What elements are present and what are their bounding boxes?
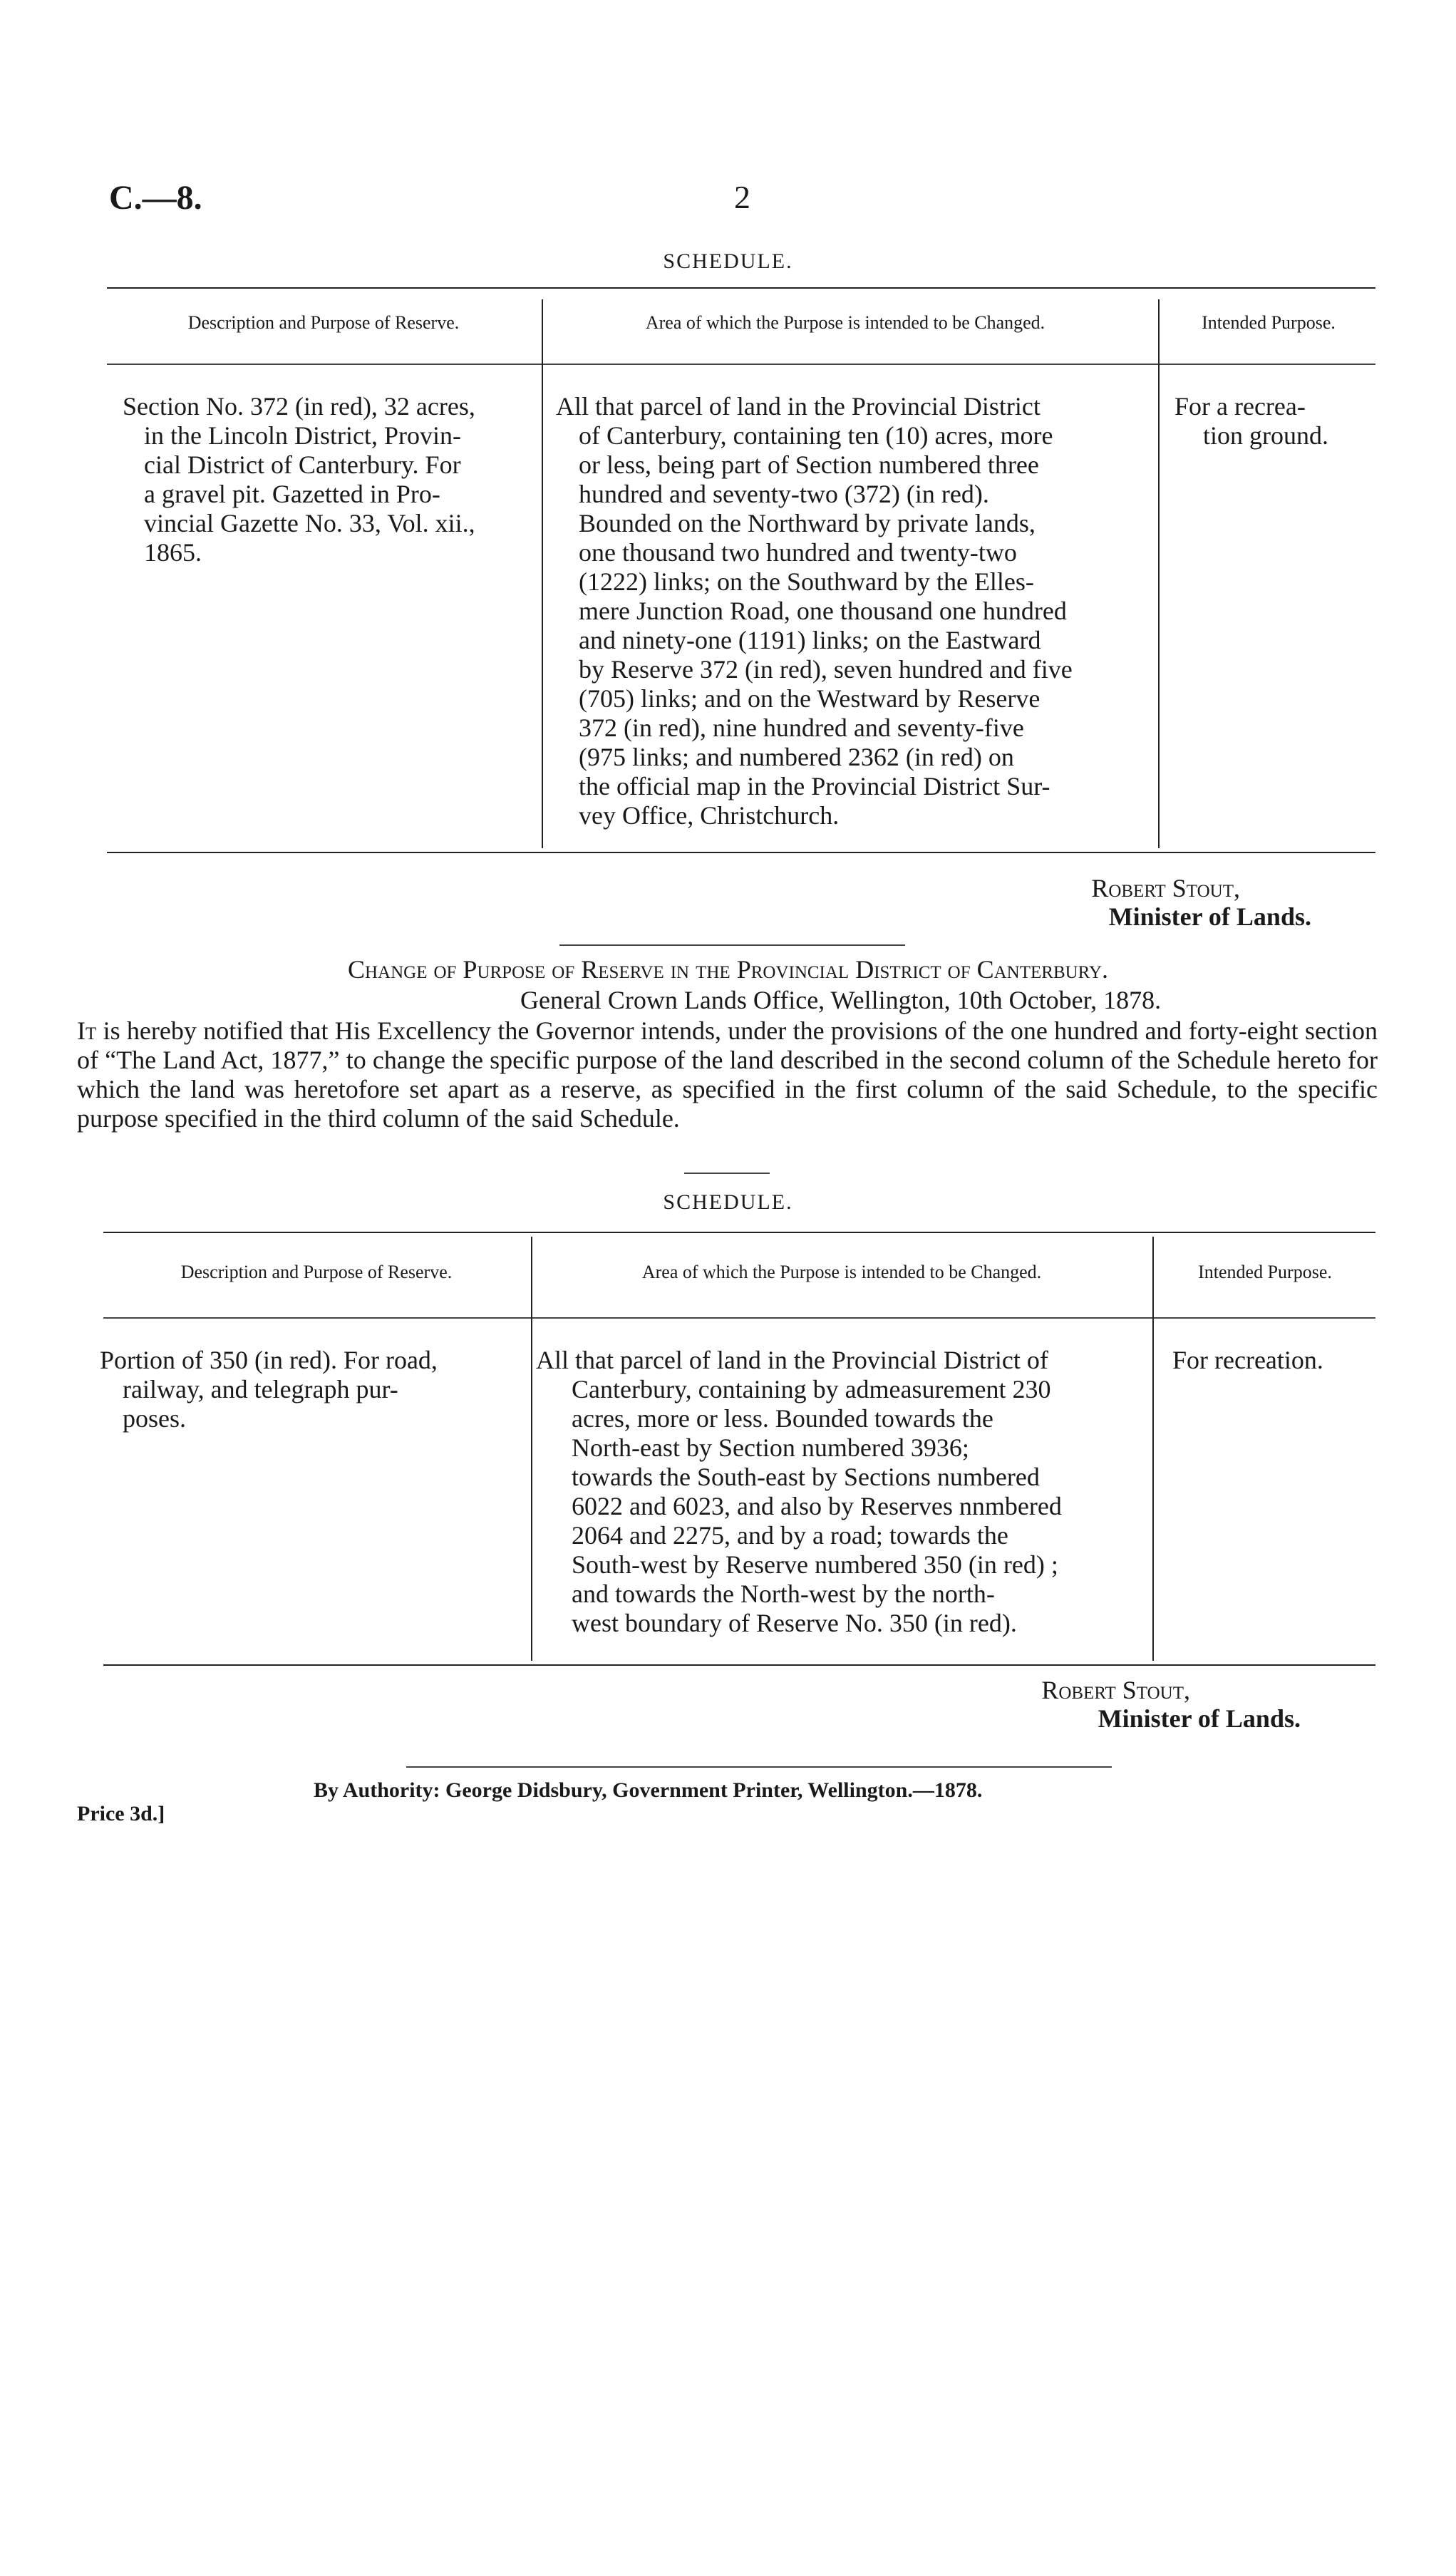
schedule-1-purpose-line: tion ground.: [1203, 421, 1328, 450]
schedule-2-header-description: Description and Purpose of Reserve.: [180, 1262, 453, 1282]
schedule-1-area-line: by Reserve 372 (in red), seven hundred and five: [579, 655, 1073, 684]
notice-body-line: described in the second column of the Schedule hereto for which the land was heretofore set apart as: [77, 1046, 1378, 1103]
schedule-2-area-line: towards the South-east by Sections numbered: [572, 1463, 1040, 1491]
notice-body-line: is hereby notified that His Excellency the Governor intends, under the provisions of the one: [103, 1016, 1048, 1045]
signature-1-name: Robert Stout,: [1091, 874, 1240, 902]
schedule-2-title: SCHEDULE.: [663, 1190, 793, 1214]
notice-body-line: third column of the said Schedule.: [327, 1104, 680, 1133]
schedule-2-divider-1: [531, 1237, 532, 1661]
schedule-1-area-line: one thousand two hundred and twenty-two: [579, 538, 1017, 567]
schedule-1-header-rule: [107, 364, 1375, 365]
schedule-1-area-line: (1222) links; on the Southward by the Elles-: [579, 567, 1034, 596]
schedule-1-divider-1: [542, 299, 543, 848]
schedule-2-area-line: All that parcel of land in the Provincial District of: [536, 1346, 1048, 1374]
schedule-2-description-line: Portion of 350 (in red). For road,: [100, 1346, 438, 1374]
schedule-1-area-line: All that parcel of land in the Provincial District: [556, 392, 1041, 421]
signature-1-title: Minister of Lands.: [1108, 902, 1311, 931]
schedule-1-description-line: 1865.: [144, 538, 202, 567]
schedule-1-area-line: the official map in the Provincial District Sur-: [579, 772, 1050, 800]
schedule-2-description-line: poses.: [123, 1404, 186, 1433]
printer-authority: By Authority: George Didsbury, Government Printer, Wellington.—1878.: [314, 1778, 983, 1802]
schedule-1-bottom-rule: [107, 852, 1375, 853]
notice-dateline: General Crown Lands Office, Wellington, 10th October, 1878.: [520, 986, 1162, 1014]
schedule-1-area-line: vey Office, Christchurch.: [579, 801, 840, 830]
schedule-2-area-line: South-west by Reserve numbered 350 (in red) ;: [572, 1550, 1058, 1579]
schedule-2-top-rule: [103, 1232, 1375, 1233]
schedule-1-description-line: in the Lincoln District, Provin-: [144, 421, 461, 450]
schedule-1-area-line: 372 (in red), nine hundred and seventy-five: [579, 713, 1024, 742]
schedule-1-title: SCHEDULE.: [663, 249, 793, 273]
schedule-2-header-area: Area of which the Purpose is intended to be Changed.: [641, 1262, 1042, 1282]
schedule-1-area-line: mere Junction Road, one thousand one hundred: [579, 597, 1067, 625]
notice-body: [77, 1016, 1378, 1133]
schedule-1-top-rule: [107, 287, 1375, 289]
schedule-1-intended-purpose: [1174, 392, 1375, 450]
notice-separator: [559, 944, 905, 946]
page-number: 2: [734, 179, 750, 215]
schedule-1-area-line: (705) links; and on the Westward by Reserve: [579, 684, 1041, 713]
schedule-1-description: [123, 392, 529, 567]
schedule-1-description-line: cial District of Canterbury. For: [144, 450, 461, 479]
schedule-2-description-line: railway, and telegraph pur-: [123, 1375, 398, 1403]
schedule-1-area: [556, 392, 1147, 830]
price: Price 3d.]: [77, 1802, 165, 1825]
schedule-1-divider-2: [1158, 299, 1160, 848]
schedule-2-separator: [684, 1173, 770, 1174]
schedule-2-area-line: 6022 and 6023, and also by Reserves nnmbered: [572, 1492, 1062, 1520]
schedule-1-purpose-line: For a recrea-: [1174, 392, 1306, 421]
schedule-1-description-line: vincial Gazette No. 33, Vol. xii.,: [144, 509, 475, 537]
schedule-2-area-line: acres, more or less. Bounded towards the: [572, 1404, 993, 1433]
schedule-2-bottom-rule: [103, 1664, 1375, 1666]
schedule-1-area-line: or less, being part of Section numbered three: [579, 450, 1039, 479]
schedule-1-area-line: (975 links; and numbered 2362 (in red) on: [579, 743, 1014, 771]
schedule-2-area-line: and towards the North-west by the north-: [572, 1580, 995, 1608]
schedule-1-area-line: and ninety-one (1191) links; on the Eastward: [579, 626, 1041, 654]
schedule-2-header-purpose: Intended Purpose.: [1198, 1262, 1332, 1282]
notice-heading: Change of Purpose of Reserve in the Provincial District of Canterbury.: [347, 955, 1109, 984]
schedule-2-area-line: 2064 and 2275, and by a road; towards the: [572, 1521, 1008, 1550]
schedule-1-area-line: Bounded on the Northward by private lands,: [579, 509, 1036, 537]
signature-2-name: Robert Stout,: [1041, 1676, 1190, 1704]
footer-rule: [406, 1766, 1112, 1768]
schedule-2-area-line: North-east by Section numbered 3936;: [572, 1433, 969, 1462]
schedule-2-divider-2: [1152, 1237, 1154, 1661]
schedule-1-area-line: hundred and seventy-two (372) (in red).: [579, 480, 989, 508]
schedule-1-header-area: Area of which the Purpose is intended to be Changed.: [645, 312, 1045, 333]
schedule-2-area: [536, 1346, 1142, 1638]
schedule-1-description-line: Section No. 372 (in red), 32 acres,: [123, 392, 475, 421]
schedule-2-header-rule: [103, 1317, 1375, 1319]
notice-body-start: It: [77, 1016, 97, 1045]
schedule-1-area-line: of Canterbury, containing ten (10) acres, more: [579, 421, 1053, 450]
schedule-1-header-purpose: Intended Purpose.: [1202, 312, 1336, 333]
notice-body-line: a reserve, as specified in the first column of the said Schedule, to the specific purpose specified in the: [77, 1075, 1378, 1133]
document-reference: C.—8.: [109, 179, 202, 217]
schedule-2-area-line: Canterbury, containing by admeasurement 230: [572, 1375, 1051, 1403]
schedule-2-area-line: west boundary of Reserve No. 350 (in red).: [572, 1609, 1017, 1637]
schedule-2-intended-purpose: [1172, 1346, 1375, 1375]
schedule-2-description: [100, 1346, 520, 1433]
signature-2-title: Minister of Lands.: [1098, 1704, 1301, 1733]
notice-body-line: hundred and forty-eight section of “The Land Act, 1877,” to change the specific purpose of the land: [77, 1016, 1378, 1074]
schedule-1-header-description: Description and Purpose of Reserve.: [187, 312, 460, 333]
schedule-1-description-line: a gravel pit. Gazetted in Pro-: [144, 480, 440, 508]
schedule-2-purpose-line: For recreation.: [1172, 1346, 1323, 1374]
